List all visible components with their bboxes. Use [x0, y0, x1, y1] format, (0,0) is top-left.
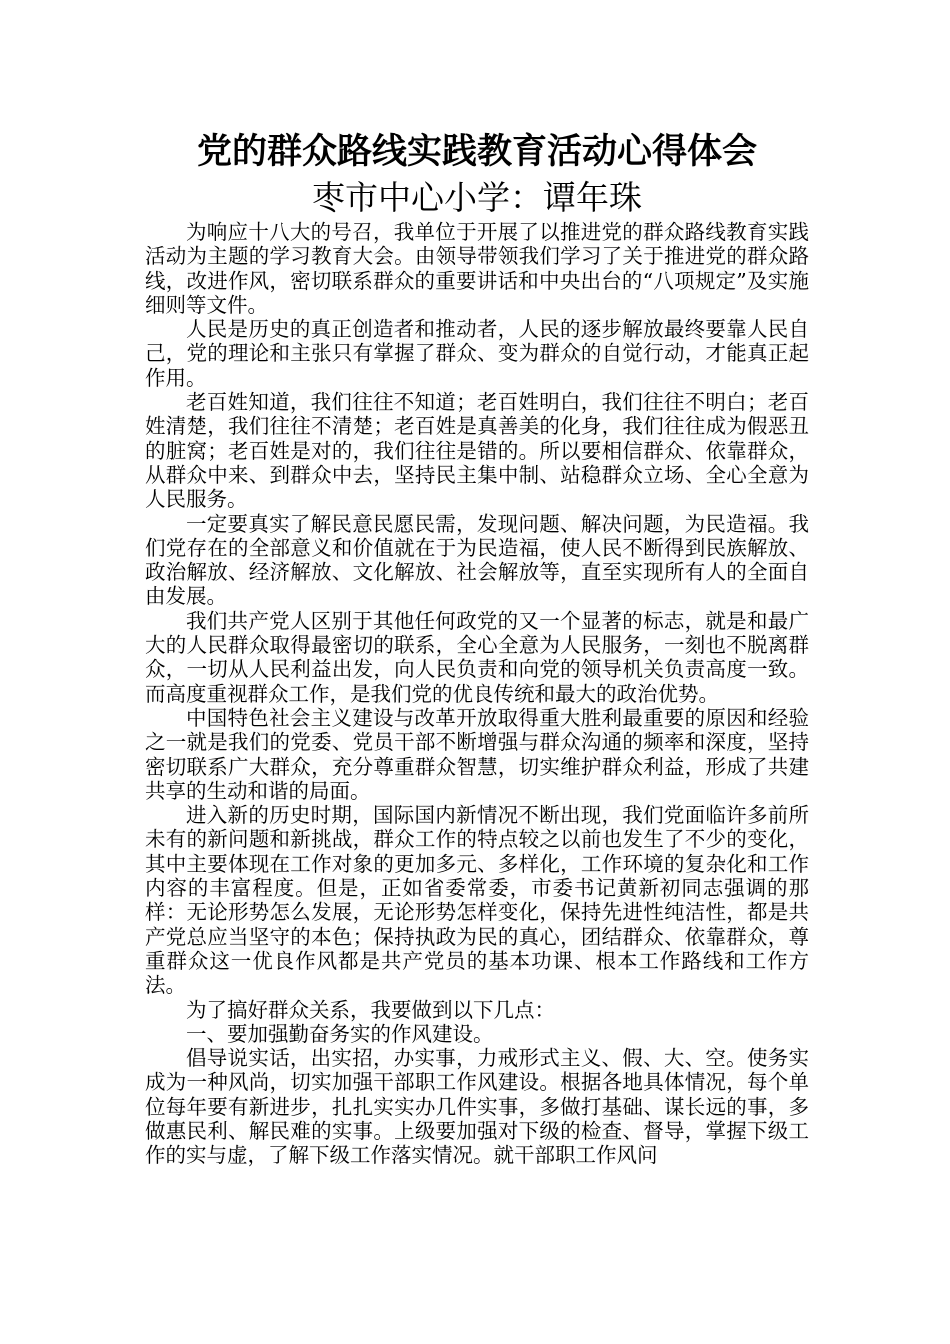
- paragraph: 中国特色社会主义建设与改革开放取得重大胜利最重要的原因和经验之一就是我们的党委、党员干部不断增强与群众沟通的频率和深度，坚持密切联系广大群众，充分尊重群众智慧，切实维护群众利益，形成了共建共享的生动和谐的局面。: [145, 705, 809, 803]
- paragraph: 老百姓知道，我们往往不知道；老百姓明白，我们往往不明白；老百姓清楚，我们往往不清楚；老百姓是真善美的化身，我们往往成为假恶丑的脏窝；老百姓是对的，我们往往是错的。所以要相信群众、依靠群众，从群众中来、到群众中去，坚持民主集中制、站稳群众立场、全心全意为人民服务。: [145, 390, 809, 512]
- document-page: [145, 122, 809, 1168]
- paragraph: 一定要真实了解民意民愿民需，发现问题、解决问题，为民造福。我们党存在的全部意义和价值就在于为民造福，使人民不断得到民族解放、政治解放、经济解放、文化解放、社会解放等，直至实现所有人的全面自由发展。: [145, 511, 809, 609]
- document-title: 党的群众路线实践教育活动心得体会: [196, 132, 757, 172]
- paragraph: 人民是历史的真正创造者和推动者，人民的逐步解放最终要靠人民自己，党的理论和主张只有掌握了群众、变为群众的自觉行动，才能真正起作用。: [145, 317, 809, 390]
- paragraph: 倡导说实话，出实招，办实事，力戒形式主义、假、大、空。使务实成为一种风尚，切实加强干部职工作风建设。根据各地具体情况，每个单位每年要有新进步，扎扎实实办几件实事，多做打基础、谋长远的事，多做惠民利、解民难的实事。上级要加强对下级的检查、督导，掌握下级工作的实与虚，了解下级工作落实情况。就干部职工作风问: [145, 1046, 809, 1168]
- paragraph: 我们共产党人区别于其他任何政党的又一个显著的标志，就是和最广大的人民群众取得最密切的联系，全心全意为人民服务，一刻也不脱离群众，一切从人民利益出发，向人民负责和向党的领导机关负责高度一致。而高度重视群众工作，是我们党的优良传统和最大的政治优势。: [145, 608, 809, 706]
- document-body: [145, 220, 809, 1168]
- section-heading: 一、要加强勤奋务实的作风建设。: [186, 1021, 494, 1046]
- document-subtitle: 枣市中心小学：谭年珠: [312, 178, 642, 217]
- paragraph: 为了搞好群众关系，我要做到以下几点：: [186, 997, 555, 1022]
- paragraph: 为响应十八大的号召，我单位于开展了以推进党的群众路线教育实践活动为主题的学习教育大会。由领导带领我们学习了关于推进党的群众路线，改进作风，密切联系群众的重要讲话和中央出台的“八项规定”及实施细则等文件。: [145, 220, 809, 317]
- paragraph: 进入新的历史时期，国际国内新情况不断出现，我们党面临许多前所未有的新问题和新挑战，群众工作的特点较之以前也发生了不少的变化，其中主要体现在工作对象的更加多元、多样化，工作环境的复杂化和工作内容的丰富程度。但是，正如省委常委，市委书记黄新初同志强调的那样：无论形势怎么发展，无论形势怎样变化，保持先进性纯洁性，都是共产党总应当坚守的本色；保持执政为民的真心，团结群众、依靠群众，尊重群众这一优良作风都是共产党员的基本功课、根本工作路线和工作方法。: [145, 803, 809, 998]
